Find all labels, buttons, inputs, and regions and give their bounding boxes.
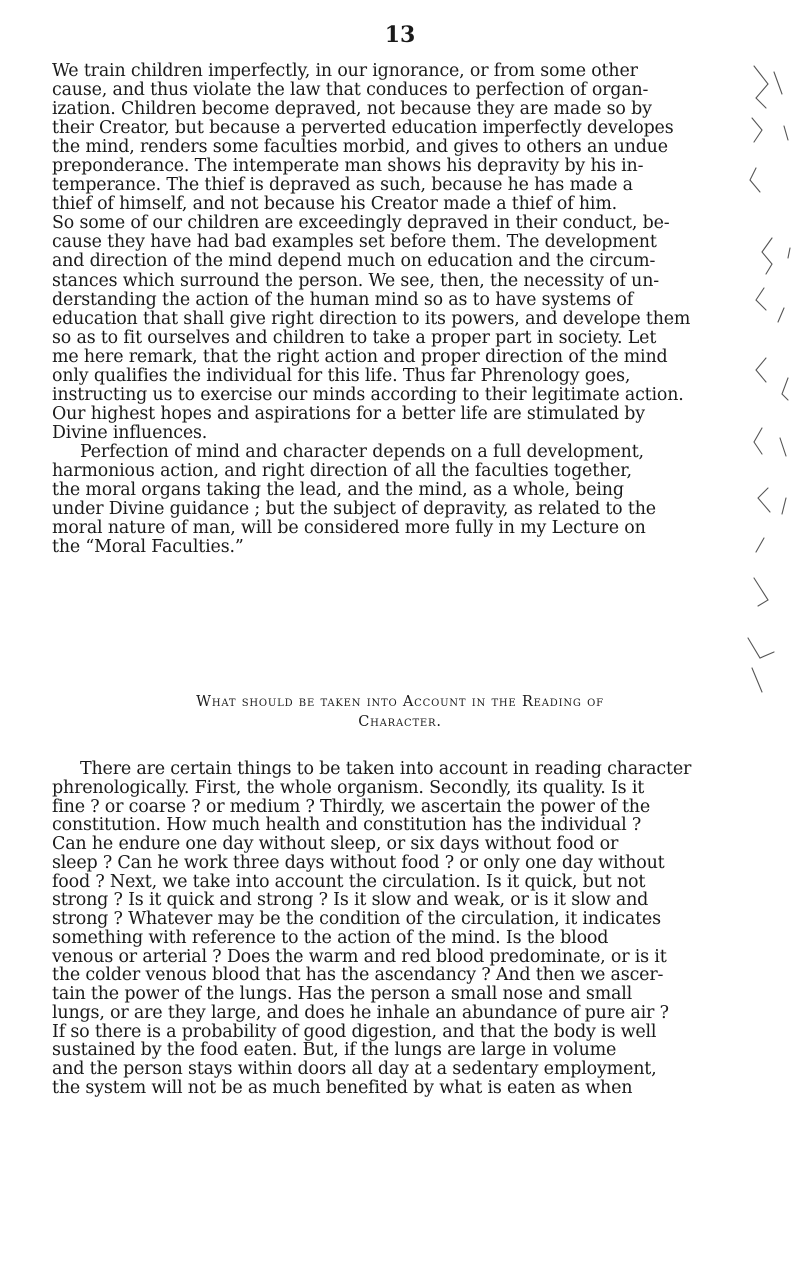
page-number: 13 xyxy=(384,22,416,48)
text-line: the colder venous blood that has the ascendancy ? And then we ascer- xyxy=(52,965,664,986)
text-line: harmonious action, and right direction of all the faculties together, xyxy=(52,460,632,481)
text-line: the system will not be as much benefited by what is eaten as when xyxy=(52,1077,633,1098)
text-line: the moral organs taking the lead, and the mind, as a whole, being xyxy=(52,480,624,501)
text-line: only qualifies the individual for this life. Thus far Phrenology goes, xyxy=(52,365,631,386)
text-line: and the person stays within doors all day at a sedentary employment, xyxy=(52,1059,657,1079)
text-line: strong ? Is it quick and strong ? Is it slow and weak, or is it slow and xyxy=(52,890,649,911)
text-line: We train children imperfectly, in our ignorance, or from some other xyxy=(52,61,638,81)
section-heading-line: What should be taken into Account in the Reading of xyxy=(196,694,604,710)
text-line: fine ? or coarse ? or medium ? Thirdly, we ascertain the power of the xyxy=(52,796,651,817)
text-line: temperance. The thief is depraved as such, because he has made a xyxy=(52,175,633,196)
text-line: the mind, renders some faculties morbid, and gives to others an undue xyxy=(52,137,668,158)
text-line: cause they have had bad examples set before them. The development xyxy=(52,232,657,253)
text-line: Perfection of mind and character depends on a full development, xyxy=(80,441,644,462)
section-heading-line: Character. xyxy=(358,714,442,730)
text-line: So some of our children are exceedingly depraved in their conduct, be- xyxy=(52,213,670,234)
text-line: moral nature of man, will be considered more fully in my Lecture on xyxy=(52,518,646,539)
text-line: tain the power of the lungs. Has the person a small nose and small xyxy=(52,984,633,1004)
paragraph-reading-character xyxy=(52,760,752,1098)
text-line: their Creator, but because a perverted education imperfectly developes xyxy=(52,118,674,139)
text-line: phrenologically. First, the whole organism. Secondly, its quality. Is it xyxy=(52,777,645,798)
text-line: If so there is a probability of good digestion, and that the body is well xyxy=(52,1021,657,1042)
text-line: the “Moral Faculties.” xyxy=(52,537,244,558)
margin-pencil-marks xyxy=(744,58,794,698)
text-line: so as to fit ourselves and children to take a proper part in society. Let xyxy=(52,327,657,348)
text-line: lungs, or are they large, and does he inhale an abundance of pure air ? xyxy=(52,1002,669,1023)
text-line: and direction of the mind depend much on education and the circum- xyxy=(52,251,656,272)
text-line: cause, and thus violate the law that conduces to perfection of organ- xyxy=(52,80,649,101)
text-line: instructing us to exercise our minds according to their legitimate action. xyxy=(52,384,684,405)
text-line: under Divine guidance ; but the subject of depravity, as related to the xyxy=(52,499,656,520)
text-line: something with reference to the action of the mind. Is the blood xyxy=(52,927,609,948)
text-line: education that shall give right direction to its powers, and develope them xyxy=(52,308,691,329)
text-line: me here remark, that the right action and proper direction of the mind xyxy=(52,346,668,367)
section-heading xyxy=(40,692,760,732)
text-line: ization. Children become depraved, not because they are made so by xyxy=(52,99,652,120)
text-line: sleep ? Can he work three days without food ? or only one day without xyxy=(52,852,665,873)
text-line: Our highest hopes and aspirations for a better life are stimulated by xyxy=(52,403,645,424)
text-line: stances which surround the person. We see, then, the necessity of un- xyxy=(52,270,659,291)
text-line: There are certain things to be taken into account in reading character xyxy=(80,759,692,779)
text-line: strong ? Whatever may be the condition of the circulation, it indicates xyxy=(52,909,661,929)
text-line: preponderance. The intemperate man shows his depravity by his in- xyxy=(52,156,644,177)
text-line: Can he endure one day without sleep, or six days without food or xyxy=(52,834,619,854)
text-line: food ? Next, we take into account the circulation. Is it quick, but not xyxy=(52,871,646,892)
text-line: constitution. How much health and constitution has the individual ? xyxy=(52,815,642,836)
paragraph-depravity xyxy=(52,62,752,557)
text-line: derstanding the action of the human mind so as to have systems of xyxy=(52,289,633,310)
text-line: sustained by the food eaten. But, if the lungs are large in volume xyxy=(52,1040,617,1061)
text-line: thief of himself, and not because his Creator made a thief of him. xyxy=(52,194,618,215)
text-line: Divine influences. xyxy=(52,422,208,443)
text-line: venous or arterial ? Does the warm and red blood predominate, or is it xyxy=(52,946,667,967)
